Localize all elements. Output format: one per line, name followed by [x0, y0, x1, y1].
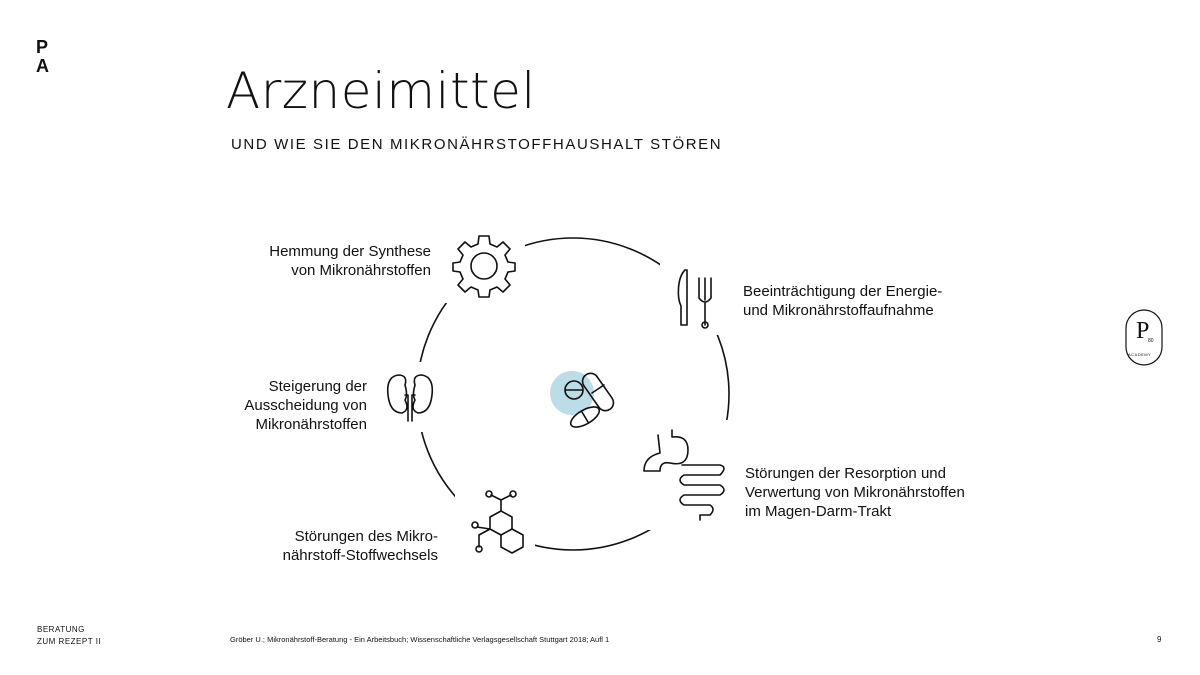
- page-number: 9: [1157, 635, 1162, 644]
- footer-source: Gröber U.; Mikronährstoff-Beratung - Ein Arbeitsbuch; Wissenschaftliche Verlagsgesellschaft Stuttgart 2018; Aufl 1: [230, 635, 610, 644]
- pills-icon: [550, 370, 617, 431]
- page-title: Arzneimittel: [226, 62, 536, 120]
- footer-course: BERATUNG ZUM REZEPT II: [37, 625, 102, 646]
- logo-letter-p: P: [36, 37, 49, 57]
- badge-letter: P: [1136, 318, 1150, 344]
- label-excretion: Steigerung der Ausscheidung von Mikronährstoffen: [244, 378, 367, 433]
- badge-sub: 80: [1148, 338, 1154, 344]
- label-metabolism: Störungen des Mikro- nährstoff-Stoffwechsels: [282, 528, 438, 564]
- label-intake: Beeinträchtigung der Energie- und Mikronährstoffaufnahme: [743, 283, 943, 319]
- logo-letter-a: A: [36, 56, 49, 76]
- label-synthesis: Hemmung der Synthese von Mikronährstoffen: [269, 243, 431, 279]
- badge-text: ACADEMY: [1128, 352, 1152, 357]
- page-subtitle: UND WIE SIE DEN MIKRONÄHRSTOFFHAUSHALT STÖREN: [231, 136, 723, 153]
- label-resorption: Störungen der Resorption und Verwertung von Mikronährstoffen im Magen-Darm-Trakt: [745, 465, 965, 520]
